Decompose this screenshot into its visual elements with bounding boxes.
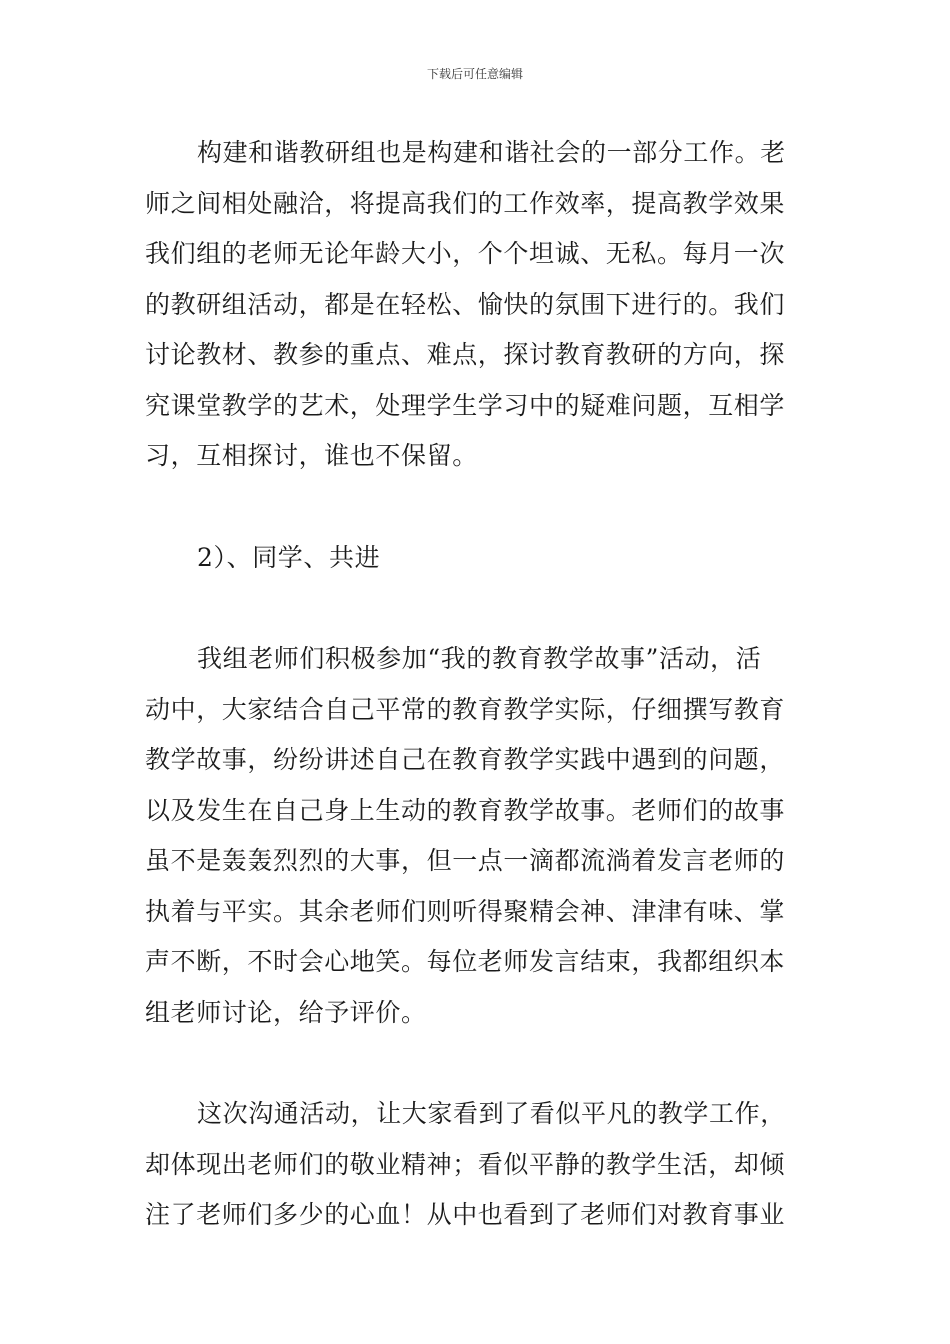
text-line: 执着与平实。其余老师们则听得聚精会神、津津有味、掌 [145, 896, 786, 926]
text-line: 构建和谐教研组也是构建和谐社会的一部分工作。老 [197, 138, 786, 167]
text-line: 以及发生在自己身上生动的教育教学故事。老师们的故事 [145, 795, 786, 825]
text-line: 的教研组活动，都是在轻松、愉快的氛围下进行的。我们 [145, 289, 786, 319]
text-line: 讨论教材、教参的重点、难点，探讨教育教研的方向，探 [145, 340, 786, 369]
text-line: 注了老师们多少的心血！从中也看到了老师们对教育事业 [145, 1200, 786, 1229]
paragraph-spacer [145, 583, 809, 634]
text-line: 这次沟通活动，让大家看到了看似平凡的教学工作， [197, 1099, 786, 1128]
paragraph-spacer [145, 482, 809, 533]
text-line: 我们组的老师无论年龄大小，个个坦诚、无私。每月一次 [145, 239, 786, 268]
text-line: 虽不是轰轰烈烈的大事，但一点一滴都流淌着发言老师的 [145, 846, 786, 875]
heading-line: 2）、同学、共进 [197, 542, 381, 572]
document-body [145, 128, 809, 1241]
page-header: 下载后可任意编辑 [426, 67, 523, 81]
paragraph-harmonious-group [145, 128, 809, 482]
text-line: 声不断，不时会心地笑。每位老师发言结束，我都组织本 [145, 947, 786, 976]
text-line: 组老师讨论，给予评价。 [145, 997, 427, 1027]
text-line: 习，互相探讨，谁也不保留。 [145, 441, 478, 470]
text-line: 师之间相处融洽，将提高我们的工作效率，提高教学效果 [145, 188, 786, 218]
text-line: 却体现出老师们的敬业精神；看似平静的教学生活，却倾 [145, 1149, 786, 1179]
text-line: 我组老师们积极参加“我的教育教学故事”活动，活 [197, 644, 762, 673]
paragraph-spacer [145, 1038, 809, 1089]
paragraph-communication-activity [145, 1089, 809, 1241]
paragraph-teaching-stories [145, 634, 809, 1038]
text-line: 教学故事，纷纷讲述自己在教育教学实践中遇到的问题， [145, 745, 786, 774]
section-heading [145, 533, 809, 584]
text-line: 动中，大家结合自己平常的教育教学实际，仔细撰写教育 [145, 694, 786, 724]
text-line: 究课堂教学的艺术，处理学生学习中的疑难问题，互相学 [145, 390, 786, 420]
